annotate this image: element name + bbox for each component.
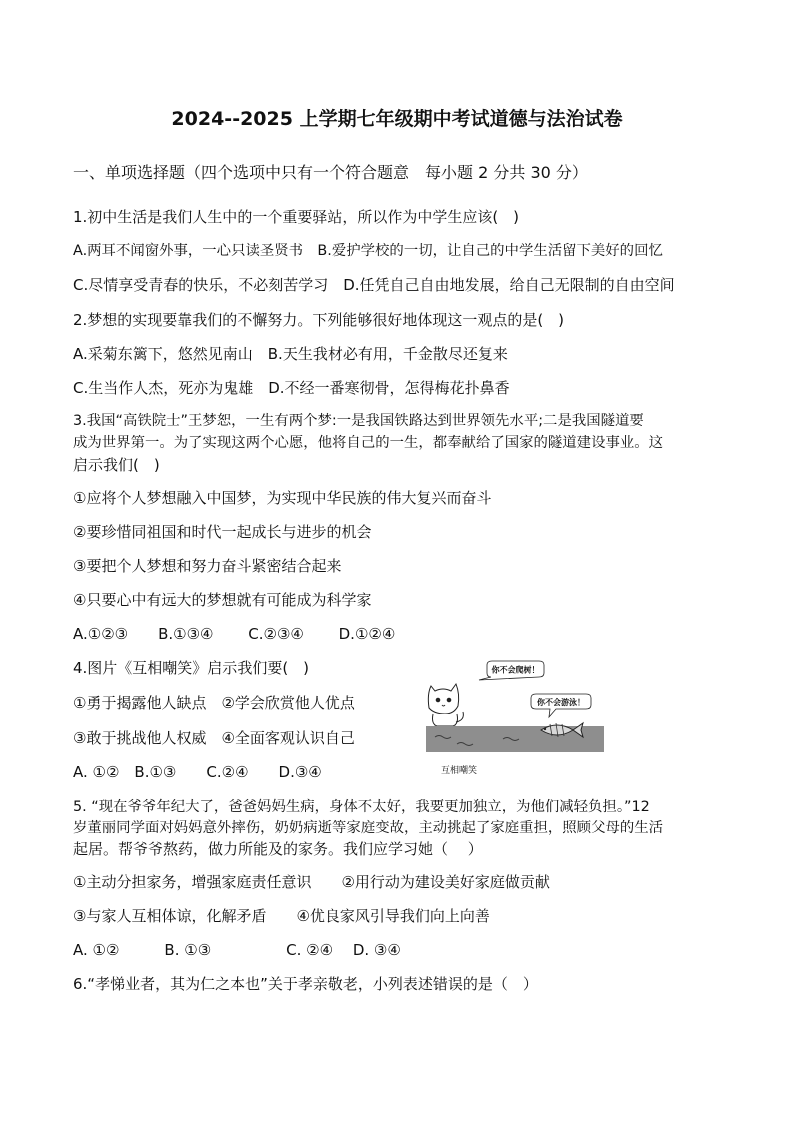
fish-speech-bubble xyxy=(531,694,591,717)
q3-stem-line3: 启示我们( ) xyxy=(73,456,160,474)
q5-stem-line3: 起居。帮爷爷熬药，做力所能及的家务。我们应学习她（ ） xyxy=(73,840,483,858)
exam-title: 2024--2025 上学期七年级期中考试道德与法治试卷 xyxy=(171,108,623,130)
q5-stem-line1: 5. “现在爷爷年纪大了，爸爸妈妈生病，身体不太好，我要更加独立，为他们减轻负担。”12 xyxy=(73,799,650,815)
q5-statements-12: ①主动分担家务，增强家庭责任意识 ②用行动为建设美好家庭做贡献 xyxy=(73,873,550,891)
q2-stem: 2.梦想的实现要靠我们的不懈努力。下列能够很好地体现这一观点的是( ) xyxy=(73,311,565,329)
illustration-caption: 互相嘲笑 xyxy=(441,766,478,776)
q2-options-cd: C.生当作人杰，死亦为鬼雄 D.不经一番寒彻骨，怎得梅花扑鼻香 xyxy=(73,379,510,397)
q1-options-ab: A.两耳不闻窗外事，一心只读圣贤书 B.爱护学校的一切，让自己的中学生活留下美好的回忆 xyxy=(73,243,663,259)
cat-bubble-text: 你不会爬树！ xyxy=(491,665,540,675)
q5-options: A. ①② B. ①③ C. ②④ D. ③④ xyxy=(73,941,401,959)
q6-stem: 6.“孝悌业者，其为仁之本也”关于孝亲敬老，小列表述错误的是（ ） xyxy=(73,975,538,993)
q5-statements-34: ③与家人互相体谅，化解矛盾 ④优良家风引导我们向上向善 xyxy=(73,907,490,925)
q3-statement-1: ①应将个人梦想融入中国梦，为实现中华民族的伟大复兴而奋斗 xyxy=(73,489,492,507)
mutual-mockery-illustration xyxy=(423,660,605,784)
q3-statement-2: ②要珍惜同祖国和时代一起成长与进步的机会 xyxy=(73,523,372,541)
q4-statements-12: ①勇于揭露他人缺点 ②学会欣赏他人优点 xyxy=(73,694,355,712)
q3-stem-line1: 3.我国“高铁院士”王梦恕，一生有两个梦:一是我国铁路达到世界领先水平;二是我国隧道要 xyxy=(73,413,644,429)
q3-statement-4: ④只要心中有远大的梦想就有可能成为科学家 xyxy=(73,591,372,609)
fish-bubble-text: 你不会游泳！ xyxy=(537,698,585,707)
q1-options-cd: C.尽情享受青春的快乐，不必刻苦学习 D.任凭自己自由地发展，给自己无限制的自由空间 xyxy=(73,276,675,294)
q1-stem: 1.初中生活是我们人生中的一个重要驿站，所以作为中学生应该( ) xyxy=(73,208,520,226)
section-heading: 一、单项选择题（四个选项中只有一个符合题意 每小题 2 分共 30 分） xyxy=(73,163,588,182)
cat-icon xyxy=(428,684,463,728)
q3-stem-line2: 成为世界第一。为了实现这两个心愿，他将自己的一生，都奉献给了国家的隧道建设事业。这 xyxy=(73,435,664,451)
q2-options-ab: A.采菊东篱下，悠然见南山 B.天生我材必有用，千金散尽还复来 xyxy=(73,345,508,363)
q4-options: A. ①② B.①③ C.②④ D.③④ xyxy=(73,763,322,781)
q3-statement-3: ③要把个人梦想和努力奋斗紧密结合起来 xyxy=(73,557,342,575)
q3-options: A.①②③ B.①③④ C.②③④ D.①②④ xyxy=(73,625,396,643)
cat-speech-bubble xyxy=(479,661,544,680)
q5-stem-line2: 岁董丽同学面对妈妈意外摔伤，奶奶病逝等家庭变故，主动挑起了家庭重担，照顾父母的生活 xyxy=(73,820,664,836)
q4-statements-34: ③敢于挑战他人权威 ④全面客观认识自己 xyxy=(73,729,355,747)
q4-stem: 4.图片《互相嘲笑》启示我们要( ) xyxy=(73,659,310,677)
